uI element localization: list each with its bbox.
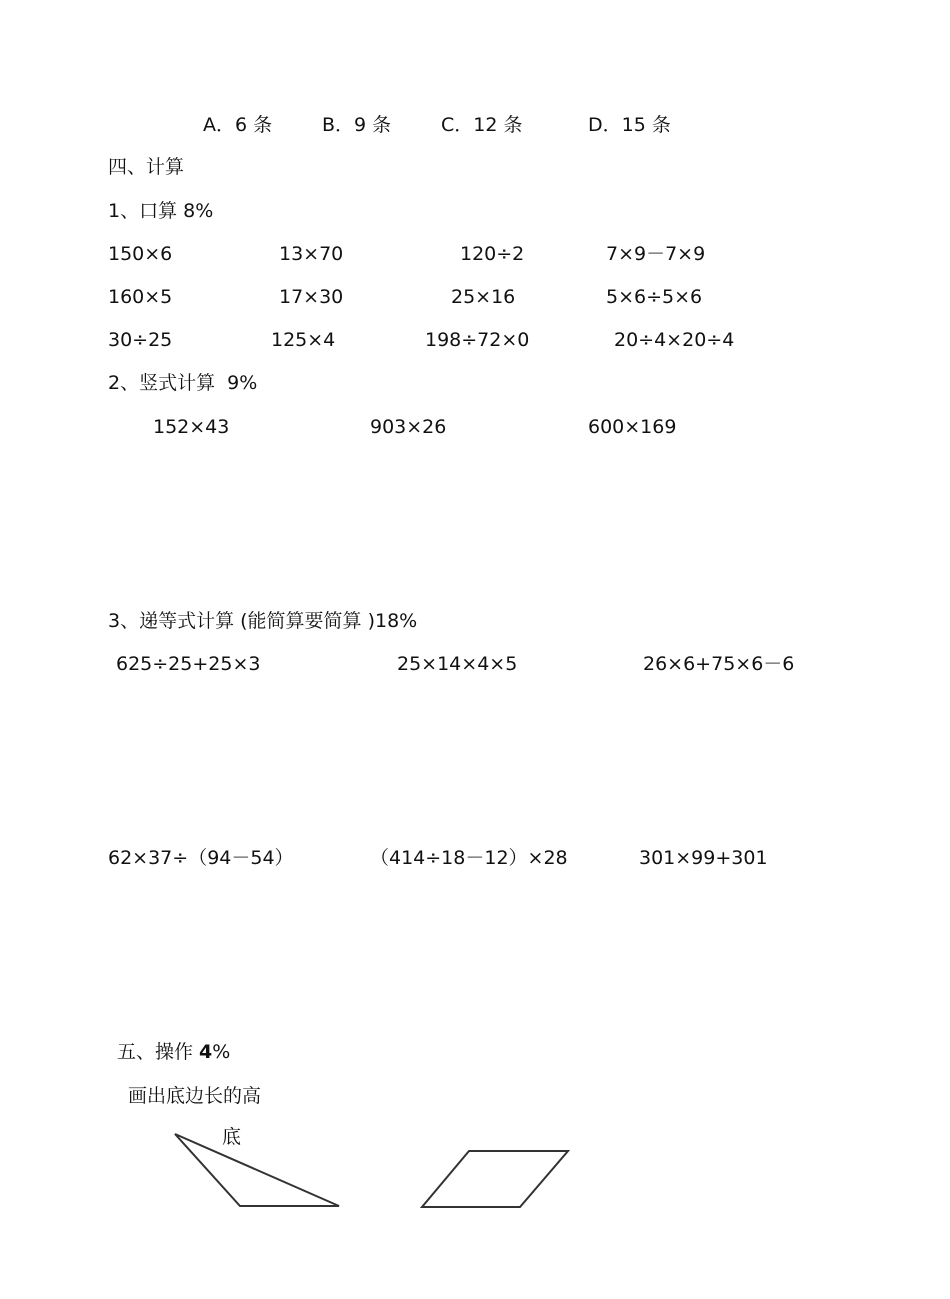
- parallelogram-shape: [422, 1151, 568, 1207]
- oral-item: 13×70: [279, 243, 344, 265]
- vertical-item: 903×26: [370, 416, 447, 438]
- option-a: A．6 条: [203, 114, 273, 136]
- section-5-score: 4: [199, 1041, 213, 1063]
- oral-item: 20÷4×20÷4: [614, 329, 735, 351]
- option-b: B．9 条: [322, 114, 392, 136]
- operation-instruction: 画出底边长的高: [128, 1085, 262, 1107]
- oral-item: 150×6: [108, 243, 173, 265]
- oral-item: 5×6÷5×6: [606, 286, 703, 308]
- stepwise-item: 625÷25+25×3: [116, 653, 261, 675]
- stepwise-item: 26×6+75×6－6: [643, 653, 795, 675]
- oral-calc-title: 1、口算 8%: [108, 200, 214, 222]
- stepwise-item: （414÷18－12）×28: [370, 847, 568, 869]
- oral-item: 17×30: [279, 286, 344, 308]
- oral-item: 25×16: [451, 286, 516, 308]
- section-4-title: 四、计算: [108, 156, 185, 178]
- stepwise-calc-title: 3、递等式计算 (能简算要简算 )18%: [108, 610, 418, 632]
- stepwise-item: 62×37÷（94－54）: [108, 847, 294, 869]
- section-5-title-suffix: %: [212, 1041, 231, 1063]
- oral-item: 125×4: [271, 329, 336, 351]
- vertical-item: 152×43: [153, 416, 230, 438]
- oral-item: 30÷25: [108, 329, 173, 351]
- vertical-calc-title: 2、竖式计算 9%: [108, 372, 258, 394]
- section-5-title-prefix: 五、操作: [117, 1041, 200, 1063]
- option-d: D．15 条: [588, 114, 671, 136]
- oral-item: 198÷72×0: [425, 329, 530, 351]
- oral-item: 7×9－7×9: [606, 243, 706, 265]
- section-5-title: [117, 1043, 230, 1062]
- oral-item: 160×5: [108, 286, 173, 308]
- option-c: C．12 条: [441, 114, 523, 136]
- triangle-shape: [175, 1134, 339, 1206]
- vertical-item: 600×169: [588, 416, 677, 438]
- oral-item: 120÷2: [460, 243, 525, 265]
- stepwise-item: 25×14×4×5: [397, 653, 518, 675]
- triangle-base-label: 底: [222, 1126, 242, 1148]
- stepwise-item: 301×99+301: [639, 847, 768, 869]
